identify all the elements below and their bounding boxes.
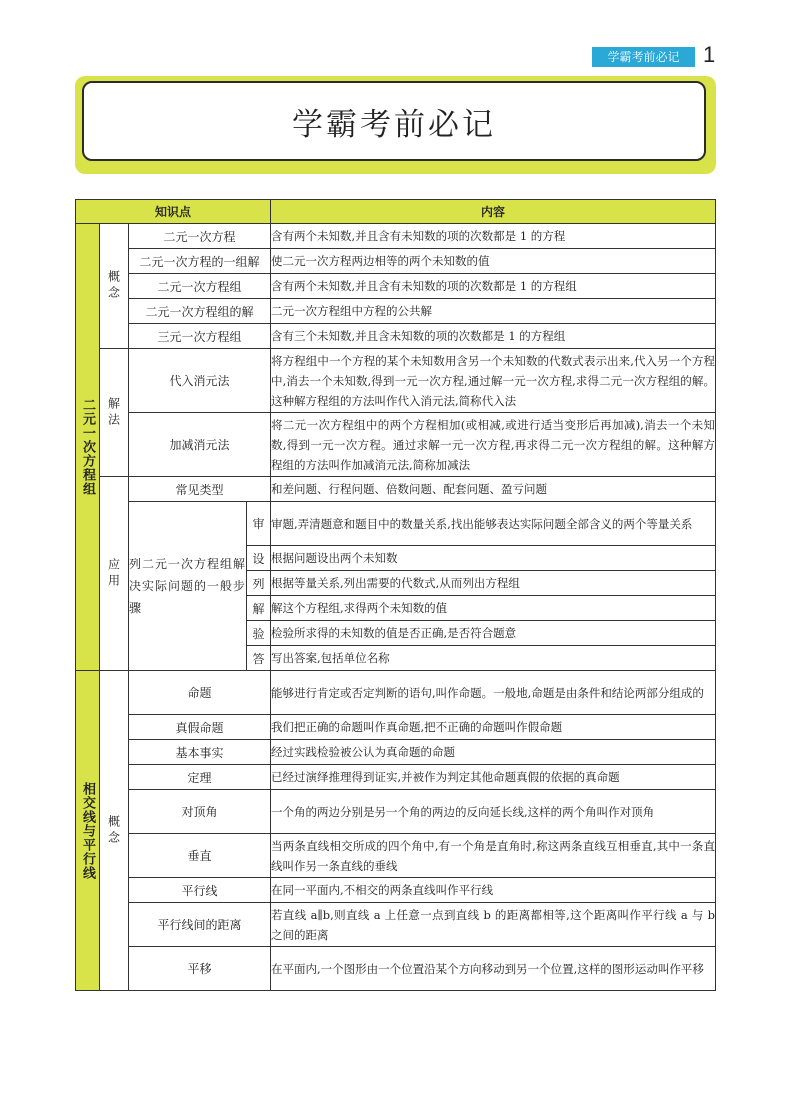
steps-title: 列二元一次方程组解决实际问题的一般步骤	[129, 502, 247, 671]
term-cell: 常见类型	[129, 477, 271, 502]
term-cell: 二元一次方程	[129, 224, 271, 249]
term-cell: 二元一次方程组	[129, 274, 271, 299]
header-badge: 学霸考前必记	[592, 47, 695, 67]
content-cell: 将二元一次方程组中的两个方程相加(或相减,或进行适当变形后再加减),消去一个未知数,得到一元一次方程。通过求解一元一次方程,再求得二元一次方程组的解。这种解方程组的方法叫作加减消元法,简称加减法	[271, 413, 716, 477]
step-key: 验	[247, 621, 271, 646]
section-title: 二元一次方程组	[80, 398, 95, 496]
group-concept	[100, 671, 129, 991]
content-cell: 检验所求得的未知数的值是否正确,是否符合题意	[271, 621, 716, 646]
page-title: 学霸考前必记	[292, 106, 496, 143]
content-cell: 将方程组中一个方程的某个未知数用含另一个未知数的代数式表示出来,代入另一个方程中,消去一个未知数,得到一元一次方程,通过解一元一次方程,求得二元一次方程组的解。这种解方程组的方法叫作代入消元法,简称代入法	[271, 349, 716, 413]
content-cell: 经过实践检验被公认为真命题的命题	[271, 740, 716, 765]
section-parallel-lines	[76, 671, 100, 991]
group-label: 解法	[106, 396, 121, 429]
content-cell: 含有三个未知数,并且含未知数的项的次数都是 1 的方程组	[271, 324, 716, 349]
content-cell: 能够进行肯定或否定判断的语句,叫作命题。一般地,命题是由条件和结论两部分组成的	[271, 671, 716, 715]
content-cell: 我们把正确的命题叫作真命题,把不正确的命题叫作假命题	[271, 715, 716, 740]
content-cell: 二元一次方程组中方程的公共解	[271, 299, 716, 324]
step-key: 答	[247, 646, 271, 671]
content-cell: 在平面内,一个图形由一个位置沿某个方向移动到另一个位置,这样的图形运动叫作平移	[271, 947, 716, 991]
page-number: 1	[703, 42, 716, 67]
group-label: 概念	[106, 814, 121, 847]
term-cell: 二元一次方程组的解	[129, 299, 271, 324]
group-concept	[100, 224, 129, 349]
content-cell: 当两条直线相交所成的四个角中,有一个角是直角时,称这两条直线互相垂直,其中一条直线叫作另一条直线的垂线	[271, 834, 716, 878]
content-cell: 在同一平面内,不相交的两条直线叫作平行线	[271, 878, 716, 903]
step-key: 审	[247, 502, 271, 546]
group-label: 应用	[106, 557, 121, 590]
content-cell: 审题,弄清题意和题目中的数量关系,找出能够表达实际问题全部含义的两个等量关系	[271, 502, 716, 546]
content-cell: 使二元一次方程两边相等的两个未知数的值	[271, 249, 716, 274]
header-content: 内容	[271, 200, 716, 224]
term-cell: 平移	[129, 947, 271, 991]
step-key: 解	[247, 596, 271, 621]
term-cell: 加减消元法	[129, 413, 271, 477]
term-cell: 平行线间的距离	[129, 903, 271, 947]
header-knowledge: 知识点	[76, 200, 271, 224]
content-cell: 写出答案,包括单位名称	[271, 646, 716, 671]
section-title: 相交线与平行线	[80, 781, 95, 880]
content-cell: 含有两个未知数,并且含有未知数的项的次数都是 1 的方程	[271, 224, 716, 249]
content-cell: 和差问题、行程问题、倍数问题、配套问题、盈亏问题	[271, 477, 716, 502]
term-cell: 定理	[129, 765, 271, 790]
step-key: 列	[247, 571, 271, 596]
group-label: 概念	[106, 270, 121, 302]
term-cell: 基本事实	[129, 740, 271, 765]
content-cell: 一个角的两边分别是另一个角的两边的反向延长线,这样的两个角叫作对顶角	[271, 790, 716, 834]
term-cell: 命题	[129, 671, 271, 715]
title-frame	[82, 81, 706, 161]
knowledge-table	[75, 199, 716, 991]
section-linear-systems	[76, 224, 100, 671]
content-cell: 根据等量关系,列出需要的代数式,从而列出方程组	[271, 571, 716, 596]
term-cell: 平行线	[129, 878, 271, 903]
term-cell: 代入消元法	[129, 349, 271, 413]
step-key: 设	[247, 546, 271, 571]
content-cell: 根据问题设出两个未知数	[271, 546, 716, 571]
term-cell: 垂直	[129, 834, 271, 878]
content-cell: 若直线 a∥b,则直线 a 上任意一点到直线 b 的距离都相等,这个距离叫作平行线 a 与 b 之间的距离	[271, 903, 716, 947]
content-cell: 解这个方程组,求得两个未知数的值	[271, 596, 716, 621]
content-cell: 已经过演绎推理得到证实,并被作为判定其他命题真假的依据的真命题	[271, 765, 716, 790]
term-cell: 三元一次方程组	[129, 324, 271, 349]
content-cell: 含有两个未知数,并且含有未知数的项的次数都是 1 的方程组	[271, 274, 716, 299]
term-cell: 二元一次方程的一组解	[129, 249, 271, 274]
group-solution	[100, 349, 129, 477]
term-cell: 对顶角	[129, 790, 271, 834]
title-banner	[75, 76, 716, 174]
term-cell: 真假命题	[129, 715, 271, 740]
group-application	[100, 477, 129, 671]
